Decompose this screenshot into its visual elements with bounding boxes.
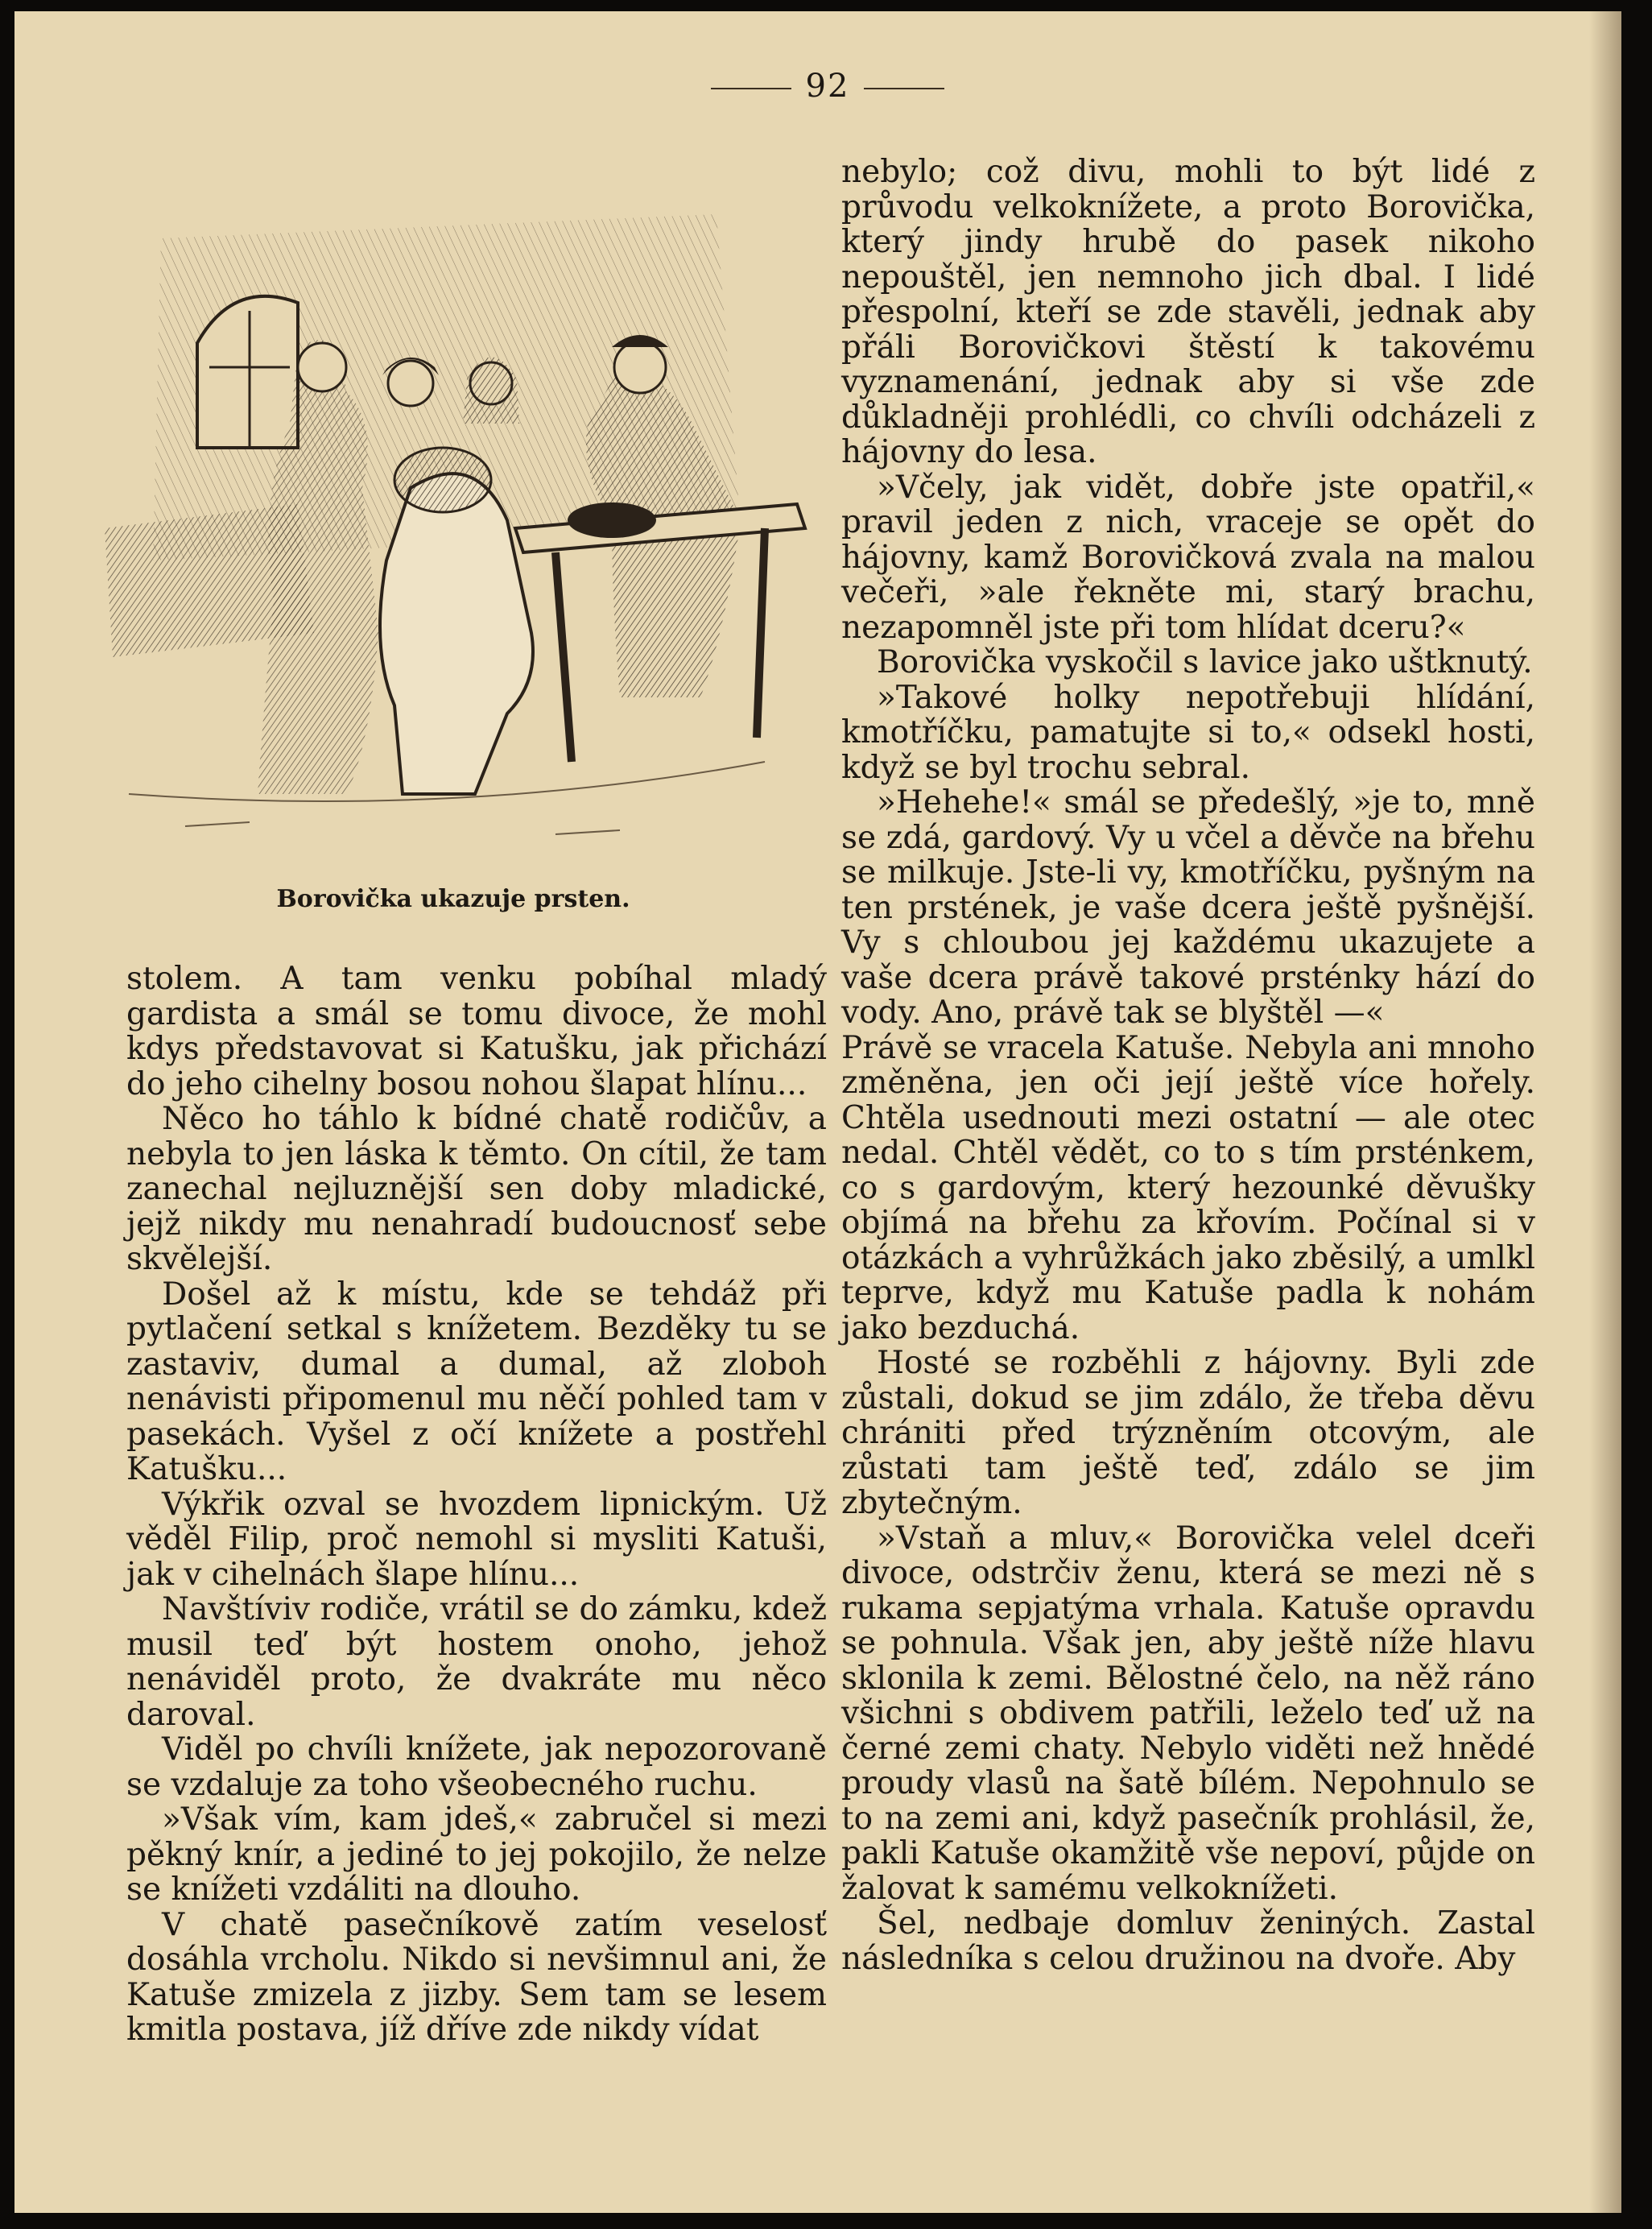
paragraph: Výkřik ozval se hvozdem lipnickým. Už věděl Filip, proč nemohl si mysliti Katuši, jak v cihelnách šlape hlínu... xyxy=(126,1486,827,1593)
paragraph: Něco ho táhlo k bídné chatě rodičův, a nebyla to jen láska k těmto. On cítil, že tam zanechal nejluznější sen doby mladické, jejž nikdy mu nenahradí budoucnosť sebe skvělejší. xyxy=(126,1101,827,1277)
paragraph: Právě se vracela Katuše. Nebyla ani mnoho změněna, jen oči její ještě více hořely. Chtěla usednouti mezi ostatní — ale otec nedal. Chtěl vědět, co to s tím prsténkem, co s gardovým, který hezounké děvušky objímá na břehu za křovím. Počínal si v otázkách a vyhrůžkách jako zběsilý, a umlkl teprve, když mu Katuše padla k nohám jako bezduchá. xyxy=(841,1029,1535,1346)
paragraph: »Však vím, kam jdeš,« zabručel si mezi pěkný knír, a jediné to jej pokojilo, že nelze se knížeti vzdáliti na dlouho. xyxy=(126,1801,827,1908)
paragraph: Hosté se rozběhli z hájovny. Byli zde zůstali, dokud se jim zdálo, že třeba děvu chrániti před trýzněním otcovým, ale zůstati tam ještě teď, zdálo se jim zbytečným. xyxy=(841,1345,1535,1521)
right-text-column xyxy=(841,155,1535,1976)
paragraph: Došel až k místu, kde se tehdáž při pytlačení setkal s knížetem. Bezděky tu se zastaviv, dumal a dumal, až zloboh nenávisti připomenul mu něčí pohled tam v pasekách. Vyšel z očí knížete a postřehl Katušku... xyxy=(126,1276,827,1487)
illustration-caption: Borovička ukazuje prsten. xyxy=(276,885,630,913)
paragraph: Navštíviv rodiče, vrátil se do zámku, kdež musil teď být hostem onoho, jehož nenáviděl proto, že dvakráte mu něco daroval. xyxy=(126,1591,827,1733)
paragraph: nebylo; což divu, mohli to být lidé z průvodu velkoknížete, a proto Borovička, který jindy hrubě do pasek nikoho nepouštěl, jen nemnoho jich dbal. I lidé přespolní, kteří se zde stavěli, jednak aby přáli Borovičkovi štěstí k takovému vyznamenání, jednak aby si vše zde důkladněji prohlédli, co chvíli odcházeli z hájovny do lesa. xyxy=(841,154,1535,470)
engraving-illustration xyxy=(56,182,852,866)
paragraph: »Vstaň a mluv,« Borovička velel dceři divoce, odstrčiv ženu, která se mezi ně s rukama sepjatýma vrhala. Katuše opravdu se pohnula. Však jen, aby ještě níže hlavu sklonila k zemi. Bělostné čelo, na něž ráno všichni s obdivem patřili, leželo teď už na černé zemi chaty. Nebylo viděti než hnědé proudy vlasů na šatě bílém. Nepohnulo se to na zemi ani, když pasečník prohlásil, že, pakli Katuše okamžitě vše nepoví, půjde on žalovat k samému velkoknížeti. xyxy=(841,1520,1535,1907)
paragraph: stolem. A tam venku pobíhal mladý gardista a smál se tomu divoce, že mohl kdys představovat si Katušku, jak přichází do jeho cihelny bosou nohou šlapat hlínu... xyxy=(126,961,827,1102)
paragraph: »Včely, jak vidět, dobře jste opatřil,« pravil jeden z nich, vraceje se opět do hájovny, kamž Borovičková zvala na malou večeři, »ale řekněte mi, starý brachu, nezapomněl jste při tom hlídat dceru?« xyxy=(841,469,1535,646)
paragraph: Borovička vyskočil s lavice jako uštknutý. xyxy=(877,644,1533,680)
paragraph: Šel, nedbaje domluv ženiných. Zastal následníka s celou družinou na dvoře. Aby xyxy=(841,1905,1535,1977)
paragraph: Viděl po chvíli knížete, jak nepozorovaně se vzdaluje za toho všeobecného ruchu. xyxy=(126,1731,827,1803)
paragraph: V chatě pasečníkově zatím veselosť dosáhla vrcholu. Nikdo si nevšimnul ani, že Katuše zmizela z jizby. Sem tam se lesem kmitla postava, jíž dříve zde nikdy vídat xyxy=(126,1906,827,2048)
left-text-column xyxy=(126,961,827,2048)
paragraph: »Takové holky nepotřebuji hlídání, kmotříčku, pamatujte si to,« odsekl hosti, když se byl trochu sebral. xyxy=(841,679,1535,786)
paragraph: »Hehehe!« smál se předešlý, »je to, mně se zdá, gardový. Vy u včel a děvče na břehu se milkuje. Jste-li vy, kmotříčku, pyšným na ten prstének, je vaše dcera ještě pyšnější. Vy s chloubou jej každému ukazujete a vaše dcera právě takové prsténky hází do vody. Ano, právě tak se blyštěl —« xyxy=(841,784,1535,1031)
book-page xyxy=(14,11,1621,2213)
page-number: 92 xyxy=(691,68,964,105)
